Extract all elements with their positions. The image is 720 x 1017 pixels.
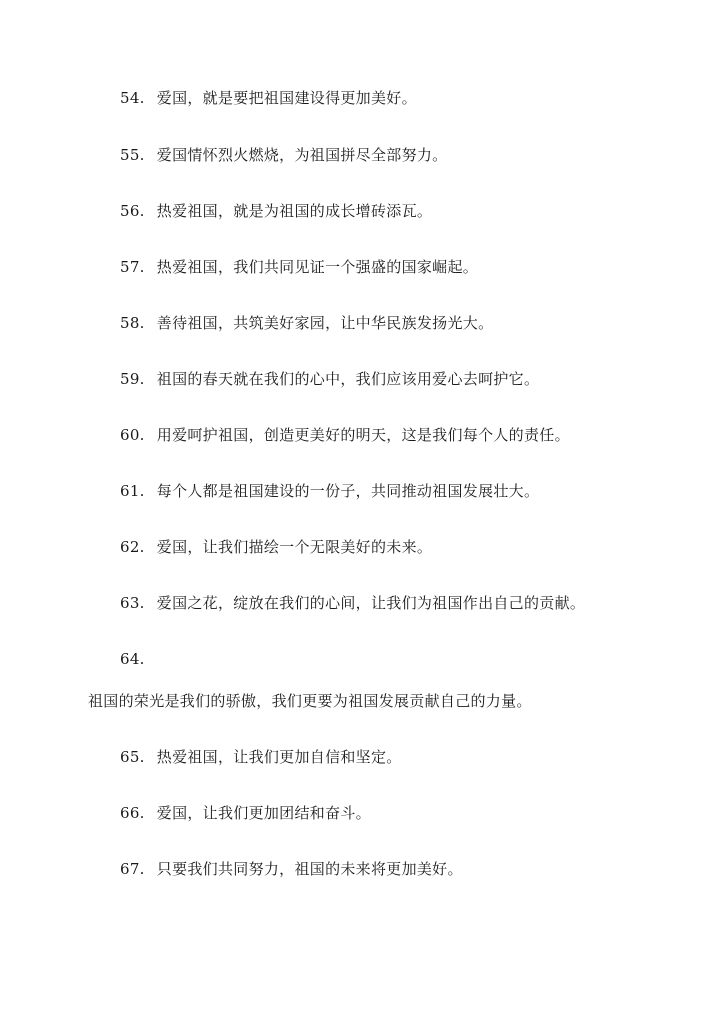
item-number: 58. xyxy=(120,314,145,332)
item-number: 60. xyxy=(120,426,145,444)
item-text: 祖国的春天就在我们的心中，我们应该用爱心去呵护它。 xyxy=(156,370,540,388)
list-item xyxy=(120,425,570,445)
item-text: 爱国，就是要把祖国建设得更加美好。 xyxy=(156,89,417,107)
item-text: 善待祖国，共筑美好家园，让中华民族发扬光大。 xyxy=(156,314,494,332)
item-number: 66. xyxy=(120,804,145,822)
item-number: 54. xyxy=(120,89,145,107)
list-item xyxy=(120,803,371,823)
list-item xyxy=(120,859,463,879)
item-text: 只要我们共同努力，祖国的未来将更加美好。 xyxy=(156,860,463,878)
item-text: 热爱祖国，就是为祖国的成长增砖添瓦。 xyxy=(156,202,433,220)
item-text: 爱国，让我们描绘一个无限美好的未来。 xyxy=(156,538,433,556)
list-item xyxy=(120,88,417,108)
item-text: 热爱祖国，让我们更加自信和坚定。 xyxy=(156,748,402,766)
item-number: 56. xyxy=(120,202,145,220)
list-item xyxy=(120,201,432,221)
list-item xyxy=(120,369,539,389)
item-text: 爱国，让我们更加团结和奋斗。 xyxy=(156,804,371,822)
item-number: 63. xyxy=(120,594,145,612)
item-number: 62. xyxy=(120,538,145,556)
item-number: 59. xyxy=(120,370,145,388)
list-item xyxy=(120,257,478,277)
item-text: 热爱祖国，我们共同见证一个强盛的国家崛起。 xyxy=(156,258,479,276)
item-number: 57. xyxy=(120,258,145,276)
item-number: 55. xyxy=(120,146,145,164)
list-item xyxy=(120,313,493,333)
item-number: 67. xyxy=(120,860,145,878)
item-text: 用爱呵护祖国，创造更美好的明天，这是我们每个人的责任。 xyxy=(156,426,570,444)
list-item-wrapped-text xyxy=(88,691,532,711)
item-text: 每个人都是祖国建设的一份子，共同推动祖国发展壮大。 xyxy=(156,482,540,500)
item-text: 爱国之花，绽放在我们的心间，让我们为祖国作出自己的贡献。 xyxy=(156,594,586,612)
item-text: 爱国情怀烈火燃烧，为祖国拼尽全部努力。 xyxy=(156,146,448,164)
item-number: 61. xyxy=(120,482,145,500)
item-number: 65. xyxy=(120,748,145,766)
item-text: 祖国的荣光是我们的骄傲，我们更要为祖国发展贡献自己的力量。 xyxy=(88,692,532,710)
list-item xyxy=(120,145,447,165)
list-item-number-only xyxy=(120,649,157,669)
list-item xyxy=(120,747,402,767)
list-item xyxy=(120,593,585,613)
item-number: 64. xyxy=(120,650,145,668)
list-item xyxy=(120,481,539,501)
list-item xyxy=(120,537,432,557)
